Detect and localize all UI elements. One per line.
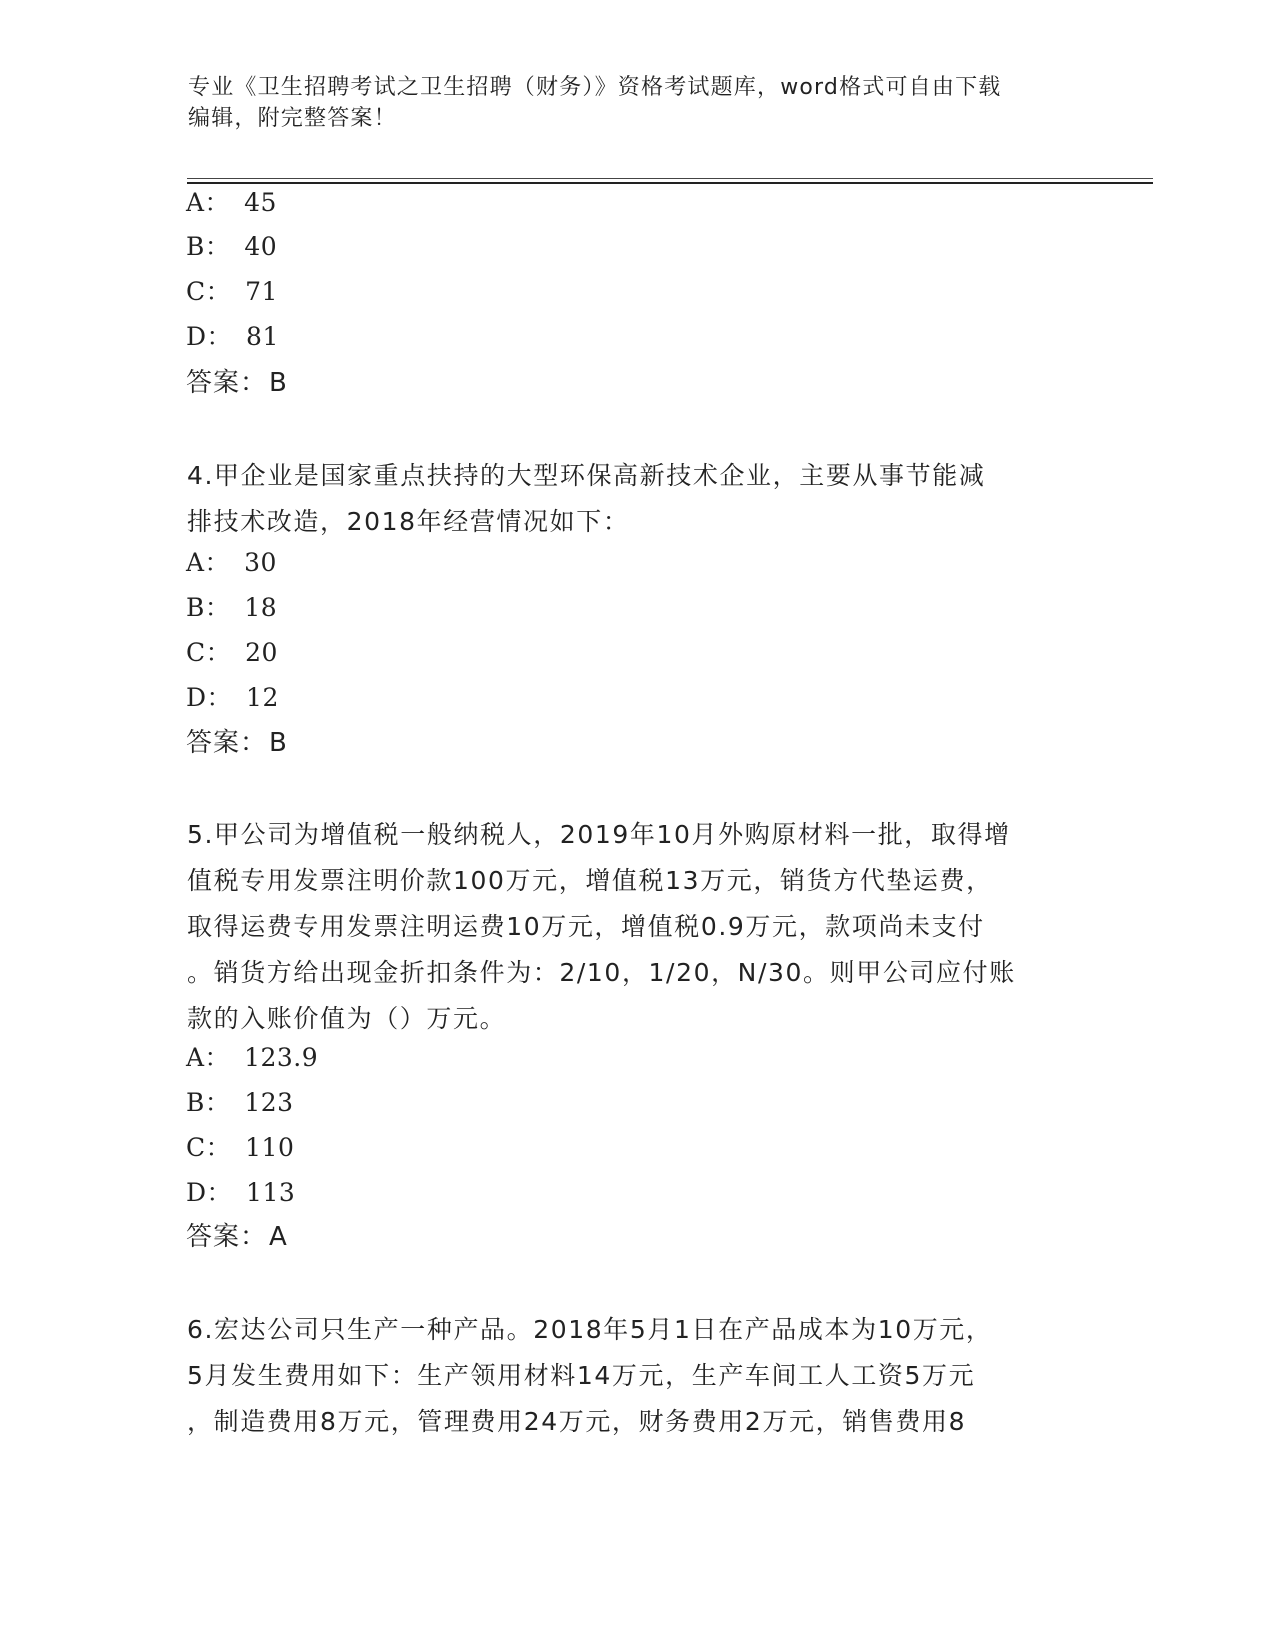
option-value: 12 [246, 683, 279, 712]
option-value: 81 [246, 322, 279, 351]
option-key: C： [186, 1133, 232, 1162]
option-key: B： [186, 232, 231, 261]
question-line: 6.宏达公司只生产一种产品。2018年5月1日在产品成本为10万元， [187, 1315, 993, 1344]
option-value: 20 [245, 638, 278, 667]
header-line: 编辑，附完整答案！ [188, 106, 397, 131]
question-line: 排技术改造，2018年经营情况如下： [187, 507, 630, 536]
option-a [186, 188, 277, 218]
option-key: B： [186, 593, 231, 622]
option-value: 30 [244, 548, 277, 577]
option-value: 123.9 [244, 1043, 319, 1072]
option-d [186, 683, 279, 713]
option-d [186, 1178, 295, 1208]
answer-line [186, 1222, 287, 1252]
question-line: ，制造费用8万元，管理费用24万元，财务费用2万元，销售费用8 [187, 1407, 967, 1436]
question-line: 款的入账价值为（）万元。 [187, 1004, 507, 1033]
question-line: 。销货方给出现金折扣条件为：2/10，1/20，N/30。则甲公司应付账 [187, 958, 1016, 987]
option-key: D： [186, 1178, 233, 1207]
option-key: A： [186, 548, 231, 577]
answer-value: A [269, 1222, 287, 1252]
option-b [186, 1088, 294, 1118]
answer-value: B [269, 368, 287, 398]
document-header [188, 72, 1068, 134]
option-c [186, 1133, 294, 1163]
option-value: 110 [245, 1133, 295, 1162]
answer-value: B [269, 728, 287, 758]
option-key: B： [186, 1088, 231, 1117]
question-line: 4.甲企业是国家重点扶持的大型环保高新技术企业，主要从事节能减 [187, 461, 986, 490]
question-line: 值税专用发票注明价款100万元，增值税13万元，销货方代垫运费， [187, 866, 993, 895]
option-value: 18 [244, 593, 278, 622]
question-line: 5月发生费用如下：生产领用材料14万元，生产车间工人工资5万元 [187, 1361, 976, 1390]
option-key: C： [186, 277, 232, 306]
option-key: A： [186, 188, 231, 217]
option-key: A： [186, 1043, 231, 1072]
answer-label: 答案： [186, 728, 268, 758]
answer-line [186, 728, 287, 758]
answer-label: 答案： [186, 368, 268, 398]
option-b [186, 593, 277, 623]
option-a [186, 1043, 318, 1073]
header-line: 专业《卫生招聘考试之卫生招聘（财务）》资格考试题库，word格式可自由下载 [188, 75, 1002, 100]
option-value: 40 [244, 232, 278, 261]
question-4 [187, 453, 985, 545]
option-value: 113 [246, 1178, 296, 1207]
answer-line [186, 368, 287, 398]
option-value: 45 [244, 188, 277, 217]
option-key: C： [186, 638, 232, 667]
option-c [186, 638, 278, 668]
answer-label: 答案： [186, 1222, 268, 1252]
question-line: 取得运费专用发票注明运费10万元，增值税0.9万元，款项尚未支付 [187, 912, 985, 941]
option-key: D： [186, 322, 233, 351]
option-b [186, 232, 277, 262]
option-value: 123 [244, 1088, 294, 1117]
header-divider [187, 178, 1153, 179]
option-c [186, 277, 278, 307]
option-a [186, 548, 277, 578]
option-value: 71 [245, 277, 278, 306]
option-key: D： [186, 683, 233, 712]
question-5 [187, 812, 1016, 1042]
question-6 [187, 1307, 993, 1445]
option-d [186, 322, 279, 352]
question-line: 5.甲公司为增值税一般纳税人，2019年10月外购原材料一批，取得增 [187, 820, 1011, 849]
header-divider [187, 182, 1153, 184]
